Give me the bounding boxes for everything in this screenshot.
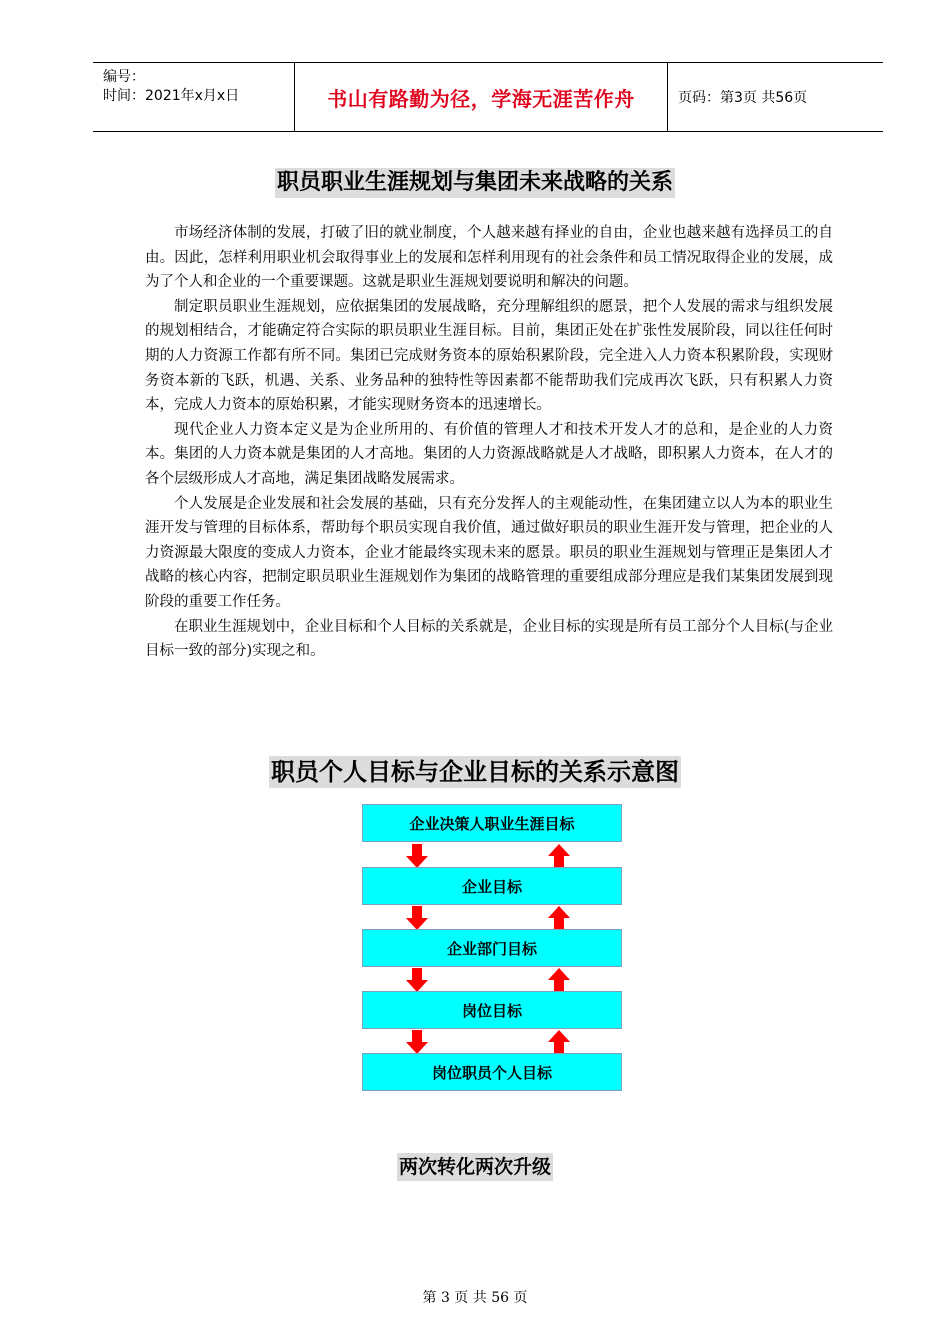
- up-arrow-icon: [548, 1030, 570, 1054]
- paragraph-2: 制定职员职业生涯规划，应依据集团的发展战略，充分理解组织的愿景，把个人发展的需求与组织发展的规划相结合，才能确定符合实际的职员职业生涯目标。目前，集团正处在扩张性发展阶段，同以往任何时期的人力资源工作都有所不同。集团已完成财务资本的原始积累阶段，完全进入人力资本积累阶段，实现财务资本新的飞跃，机遇、关系、业务品种的独特性等因素都不能帮助我们完成再次飞跃，只有积累人力资本，完成人力资本的原始积累，才能实现财务资本的迅速增长。: [145, 298, 833, 414]
- document-number-label: 编号：: [103, 69, 145, 85]
- paragraph-4: 个人发展是企业发展和社会发展的基础，只有充分发挥人的主观能动性，在集团建立以人为本的职业生涯开发与管理的目标体系，帮助每个职员实现自我价值，通过做好职员的职业生涯开发与管理，把企业的人力资源最大限度的变成人力资本，企业才能最终实现未来的愿景。职员的职业生涯规划与管理正是集团人才战略的核心内容，把制定职员职业生涯规划作为集团的战略管理的重要组成部分理应是我们某集团发展到现阶段的重要工作任务。: [145, 495, 833, 610]
- subtitle-wrap: [0, 1153, 950, 1181]
- up-arrow-icon: [548, 968, 570, 992]
- paragraph-5: 在职业生涯规划中，企业目标和个人目标的关系就是，企业目标的实现是所有员工部分个人目标(与企业目标一致的部分)实现之和。: [145, 618, 833, 660]
- subtitle: 两次转化两次升级: [397, 1153, 553, 1181]
- box-department-goal: 企业部门目标: [362, 929, 622, 967]
- header-page-cell: [668, 63, 883, 131]
- box-position-goal: 岗位目标: [362, 991, 622, 1029]
- down-arrow-icon: [406, 906, 428, 930]
- down-arrow-icon: [406, 1030, 428, 1054]
- main-title-wrap: [0, 168, 950, 198]
- box-decision-maker-goal: 企业决策人职业生涯目标: [362, 804, 622, 842]
- up-arrow-icon: [548, 906, 570, 930]
- box-enterprise-goal: 企业目标: [362, 867, 622, 905]
- body-text: [145, 221, 833, 664]
- header-page-info: 页码：第3页 共56页: [678, 90, 808, 106]
- diagram-title: 职员个人目标与企业目标的关系示意图: [271, 758, 679, 786]
- header-left-cell: [93, 63, 295, 131]
- goal-relationship-diagram: [362, 804, 622, 1094]
- page-header: [93, 62, 883, 132]
- main-title: 职员职业生涯规划与集团未来战略的关系: [275, 168, 675, 198]
- down-arrow-icon: [406, 844, 428, 868]
- header-motto: 书山有路勤为径，学海无涯苦作舟: [327, 86, 635, 111]
- document-time: 时间：2021年x月x日: [103, 88, 240, 104]
- box-employee-personal-goal: 岗位职员个人目标: [362, 1053, 622, 1091]
- page-footer: 第 3 页 共 56 页: [422, 1290, 528, 1306]
- paragraph-1: 市场经济体制的发展，打破了旧的就业制度，个人越来越有择业的自由，企业也越来越有选择员工的自由。因此，怎样利用职业机会取得事业上的发展和怎样利用现有的社会条件和员工情况取得企业的发展，成为了个人和企业的一个重要课题。这就是职业生涯规划要说明和解决的问题。: [145, 225, 833, 291]
- down-arrow-icon: [406, 968, 428, 992]
- paragraph-3: 现代企业人力资本定义是为企业所用的、有价值的管理人才和技术开发人才的总和，是企业的人力资本。集团的人力资本就是集团的人才高地。集团的人力资源战略就是人才战略，即积累人力资本，在人才的各个层级形成人才高地，满足集团战略发展需求。: [145, 421, 833, 487]
- header-motto-cell: [295, 63, 668, 131]
- diagram-title-wrap: [0, 756, 950, 788]
- up-arrow-icon: [548, 844, 570, 868]
